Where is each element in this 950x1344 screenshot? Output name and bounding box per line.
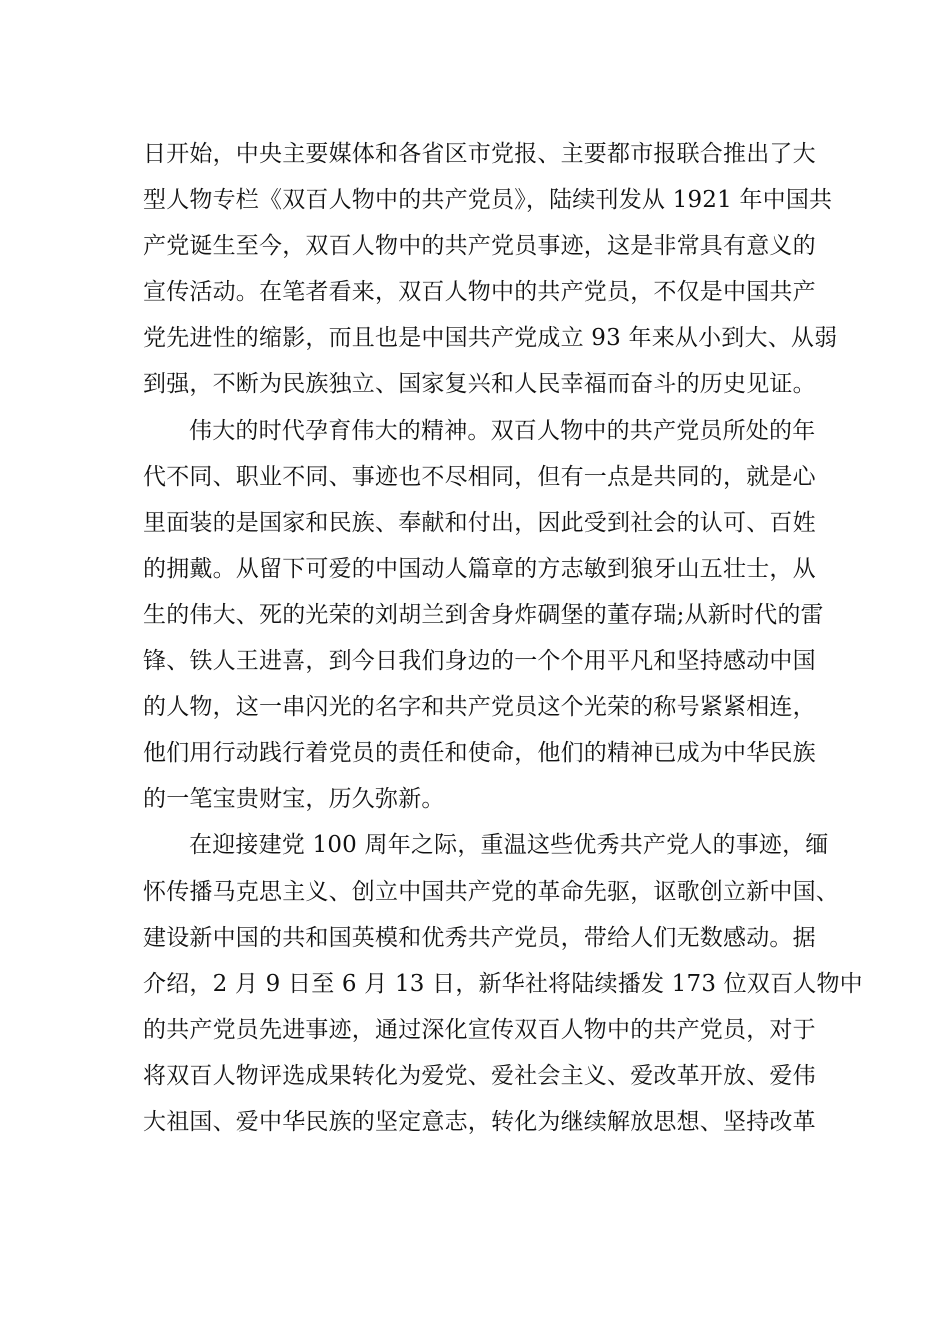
paragraph-3	[143, 822, 863, 1145]
text-line: 产党诞生至今，双百人物中的共产党员事迹，这是非常具有意义的	[143, 233, 816, 260]
paragraph-2	[143, 408, 823, 823]
text-line: 大祖国、爱中华民族的坚定意志，转化为继续解放思想、坚持改革	[143, 1108, 816, 1135]
text-line: 里面装的是国家和民族、奉献和付出，因此受到社会的认可、百姓	[143, 509, 816, 536]
document-body	[143, 131, 863, 1145]
text-line: 的拥戴。从留下可爱的中国动人篇章的方志敏到狼牙山五壮士，从	[143, 555, 816, 582]
text-line: 的人物，这一串闪光的名字和共产党员这个光荣的称号紧紧相连，	[143, 694, 816, 721]
text-line: 的一笔宝贵财宝，历久弥新。	[143, 786, 445, 813]
text-line: 生的伟大、死的光荣的刘胡兰到舍身炸碉堡的董存瑞;从新时代的雷	[143, 601, 824, 628]
text-line: 怀传播马克思主义、创立中国共产党的革命先驱，讴歌创立新中国、	[143, 878, 839, 905]
text-line: 伟大的时代孕育伟大的精神。双百人物中的共产党员所处的年	[189, 417, 816, 444]
text-line: 建设新中国的共和国英模和优秀共产党员，带给人们无数感动。据	[143, 924, 816, 951]
text-line: 的共产党员先进事迹，通过深化宣传双百人物中的共产党员，对于	[143, 1016, 816, 1043]
text-line: 介绍，2 月 9 日至 6 月 13 日，新华社将陆续播发 173 位双百人物中	[143, 970, 863, 997]
text-line: 他们用行动践行着党员的责任和使命，他们的精神已成为中华民族	[143, 740, 816, 767]
text-line: 代不同、职业不同、事迹也不尽相同，但有一点是共同的，就是心	[143, 463, 816, 490]
text-line: 到强，不断为民族独立、国家复兴和人民幸福而奋斗的历史见证。	[143, 371, 816, 398]
text-line: 型人物专栏《双百人物中的共产党员》，陆续刊发从 1921 年中国共	[143, 187, 833, 214]
text-line: 在迎接建党 100 周年之际，重温这些优秀共产党人的事迹，缅	[189, 832, 829, 859]
text-line: 锋、铁人王进喜，到今日我们身边的一个个用平凡和坚持感动中国	[143, 648, 816, 675]
text-line: 党先进性的缩影，而且也是中国共产党成立 93 年来从小到大、从弱	[143, 325, 838, 352]
paragraph-1	[143, 131, 838, 408]
text-line: 将双百人物评选成果转化为爱党、爱社会主义、爱改革开放、爱伟	[143, 1062, 816, 1089]
text-line: 宣传活动。在笔者看来，双百人物中的共产党员，不仅是中国共产	[143, 279, 816, 306]
text-line: 日开始，中央主要媒体和各省区市党报、主要都市报联合推出了大	[143, 141, 816, 167]
